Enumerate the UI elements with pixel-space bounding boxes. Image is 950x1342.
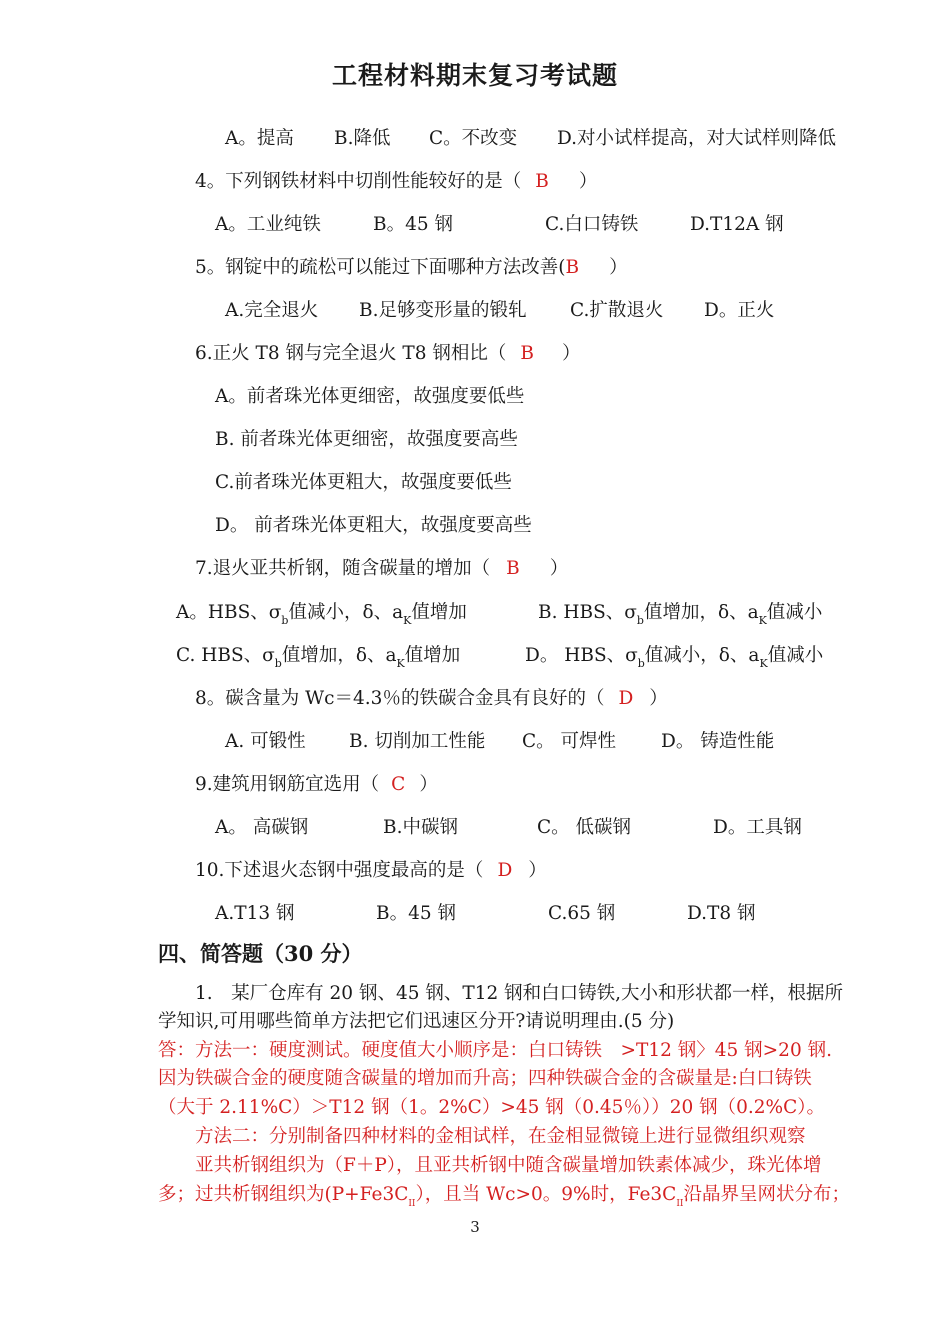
q7-answer: B bbox=[506, 558, 520, 579]
q10-option-d: D.T8 钢 bbox=[687, 903, 756, 924]
q10-stem bbox=[195, 858, 547, 884]
q7-option-b: B. HBS、$\sigma_b$值增加，δ、$a_K$值减小 bbox=[538, 602, 823, 627]
q5-option-d: D。正火 bbox=[704, 300, 775, 321]
s4-answer-line3: （大于 2.11%C）＞T12 钢（1。2%C）>45 钢（0.45％））20 钢（0.2%C）。 bbox=[158, 1097, 826, 1118]
q9-option-c: C。 低碳钢 bbox=[537, 817, 632, 838]
q3-option-b: B.降低 bbox=[334, 128, 391, 149]
q8-stem-text: 8。碳含量为 Wc＝4.3％的铁碳合金具有良好的（ bbox=[195, 688, 605, 709]
q5-close: ） bbox=[609, 257, 628, 278]
s4-answer-line2: 因为铁碳合金的硬度随含碳量的增加而升高；四种铁碳合金的含碳量是:白口铸铁 bbox=[158, 1068, 812, 1089]
q10-option-c: C.65 钢 bbox=[548, 903, 616, 924]
q3-option-d: D.对小试样提高，对大试样则降低 bbox=[557, 128, 837, 149]
q5-option-a: A.完全退火 bbox=[225, 300, 319, 321]
q8-option-a: A. 可锻性 bbox=[225, 731, 306, 752]
q4-close: ） bbox=[578, 171, 598, 192]
q5-option-c: C.扩散退火 bbox=[570, 300, 664, 321]
document-title: 工程材料期末复习考试题 bbox=[331, 61, 618, 90]
q10-stem-text: 10.下述退火态钢中强度最高的是（ bbox=[195, 860, 484, 881]
s4-answer-line5: 亚共析钢组织为（F＋P），且亚共析钢中随含碳量增加铁素体减少，珠光体增 bbox=[195, 1155, 822, 1176]
q6-stem bbox=[195, 341, 581, 367]
q9-option-a: A。 高碳钢 bbox=[215, 817, 309, 838]
q6-option-c: C.前者珠光体更粗大，故强度要低些 bbox=[215, 472, 512, 493]
q8-stem bbox=[195, 686, 668, 712]
q8-option-c: C。 可焊性 bbox=[522, 731, 617, 752]
q5-stem bbox=[195, 255, 628, 281]
q10-close: ） bbox=[528, 860, 547, 881]
q4-stem bbox=[195, 169, 597, 195]
q9-stem-text: 9.建筑用钢筋宜选用（ bbox=[195, 774, 380, 795]
page-number: 3 bbox=[470, 1218, 480, 1236]
q9-stem bbox=[195, 772, 438, 798]
q3-option-a: A。提高 bbox=[225, 128, 294, 149]
q9-answer: C bbox=[391, 774, 406, 795]
q9-close: ） bbox=[419, 774, 438, 795]
q8-close: ） bbox=[649, 688, 668, 709]
q4-answer: B bbox=[535, 171, 549, 192]
q5-answer: B bbox=[565, 257, 580, 278]
q10-answer: D bbox=[497, 860, 513, 881]
s4-answer-line1: 答：方法一：硬度测试。硬度值大小顺序是：白口铸铁 >T12 钢〉45 钢>20 钢. bbox=[158, 1040, 832, 1061]
q7-option-d: D。 HBS、$\sigma_b$值减小，δ、$a_K$值减小 bbox=[525, 645, 824, 670]
q4-option-d: D.T12A 钢 bbox=[690, 214, 784, 235]
q10-option-a: A.T13 钢 bbox=[215, 903, 295, 924]
section4-heading: 四、简答题（30 分） bbox=[158, 941, 363, 966]
q7-option-c: C. HBS、$\sigma_b$值增加，δ、$a_K$值增加 bbox=[176, 645, 461, 670]
q7-stem bbox=[195, 556, 568, 582]
q4-stem-text: 4。下列钢铁材料中切削性能较好的是（ bbox=[195, 171, 522, 192]
q4-option-c: C.白口铸铁 bbox=[545, 214, 639, 235]
q7-option-a: A。HBS、$\sigma_b$值减小，δ、$a_K$值增加 bbox=[176, 602, 467, 627]
q8-answer: D bbox=[618, 688, 634, 709]
q6-option-a: A。前者珠光体更细密，故强度要低些 bbox=[215, 386, 525, 407]
s4-answer-line4: 方法二：分别制备四种材料的金相试样，在金相显微镜上进行显微组织观察 bbox=[195, 1126, 806, 1147]
q6-option-d: D。 前者珠光体更粗大，故强度要高些 bbox=[215, 515, 532, 536]
q6-stem-text: 6.正火 T8 钢与完全退火 T8 钢相比（ bbox=[195, 343, 507, 364]
q8-option-b: B. 切削加工性能 bbox=[349, 731, 486, 752]
q5-stem-text: 5。钢锭中的疏松可以能过下面哪种方法改善( bbox=[195, 257, 566, 278]
q6-option-b: B. 前者珠光体更细密，故强度要高些 bbox=[215, 429, 518, 450]
q7-stem-text: 7.退火亚共析钢，随含碳量的增加（ bbox=[195, 558, 491, 579]
s4-q1-line2: 学知识,可用哪些简单方法把它们迅速区分开?请说明理由.(5 分) bbox=[158, 1011, 675, 1032]
s4-q1-line1: 1. 某厂仓库有 20 钢、45 钢、T12 钢和白口铸铁,大小和形状都一样，根据所 bbox=[195, 983, 844, 1004]
q6-answer: B bbox=[520, 343, 535, 364]
s4-answer-line6: 多；过共析钢组织为$(P+Fe3C_{II})$，且当 Wc>0。9%时，$Fe3C_{II}$沿晶界呈网状分布； bbox=[158, 1184, 850, 1209]
q8-option-d: D。 铸造性能 bbox=[661, 731, 775, 752]
q9-option-d: D。工具钢 bbox=[713, 817, 802, 838]
q4-option-b: B。45 钢 bbox=[373, 214, 454, 235]
q9-option-b: B.中碳钢 bbox=[383, 817, 458, 838]
q6-close: ） bbox=[562, 343, 581, 364]
q5-option-b: B.足够变形量的锻轧 bbox=[359, 300, 527, 321]
q4-option-a: A。工业纯铁 bbox=[215, 214, 321, 235]
q10-option-b: B。45 钢 bbox=[376, 903, 457, 924]
q3-option-c: C。不改变 bbox=[429, 128, 518, 149]
q7-close: ） bbox=[549, 558, 569, 579]
